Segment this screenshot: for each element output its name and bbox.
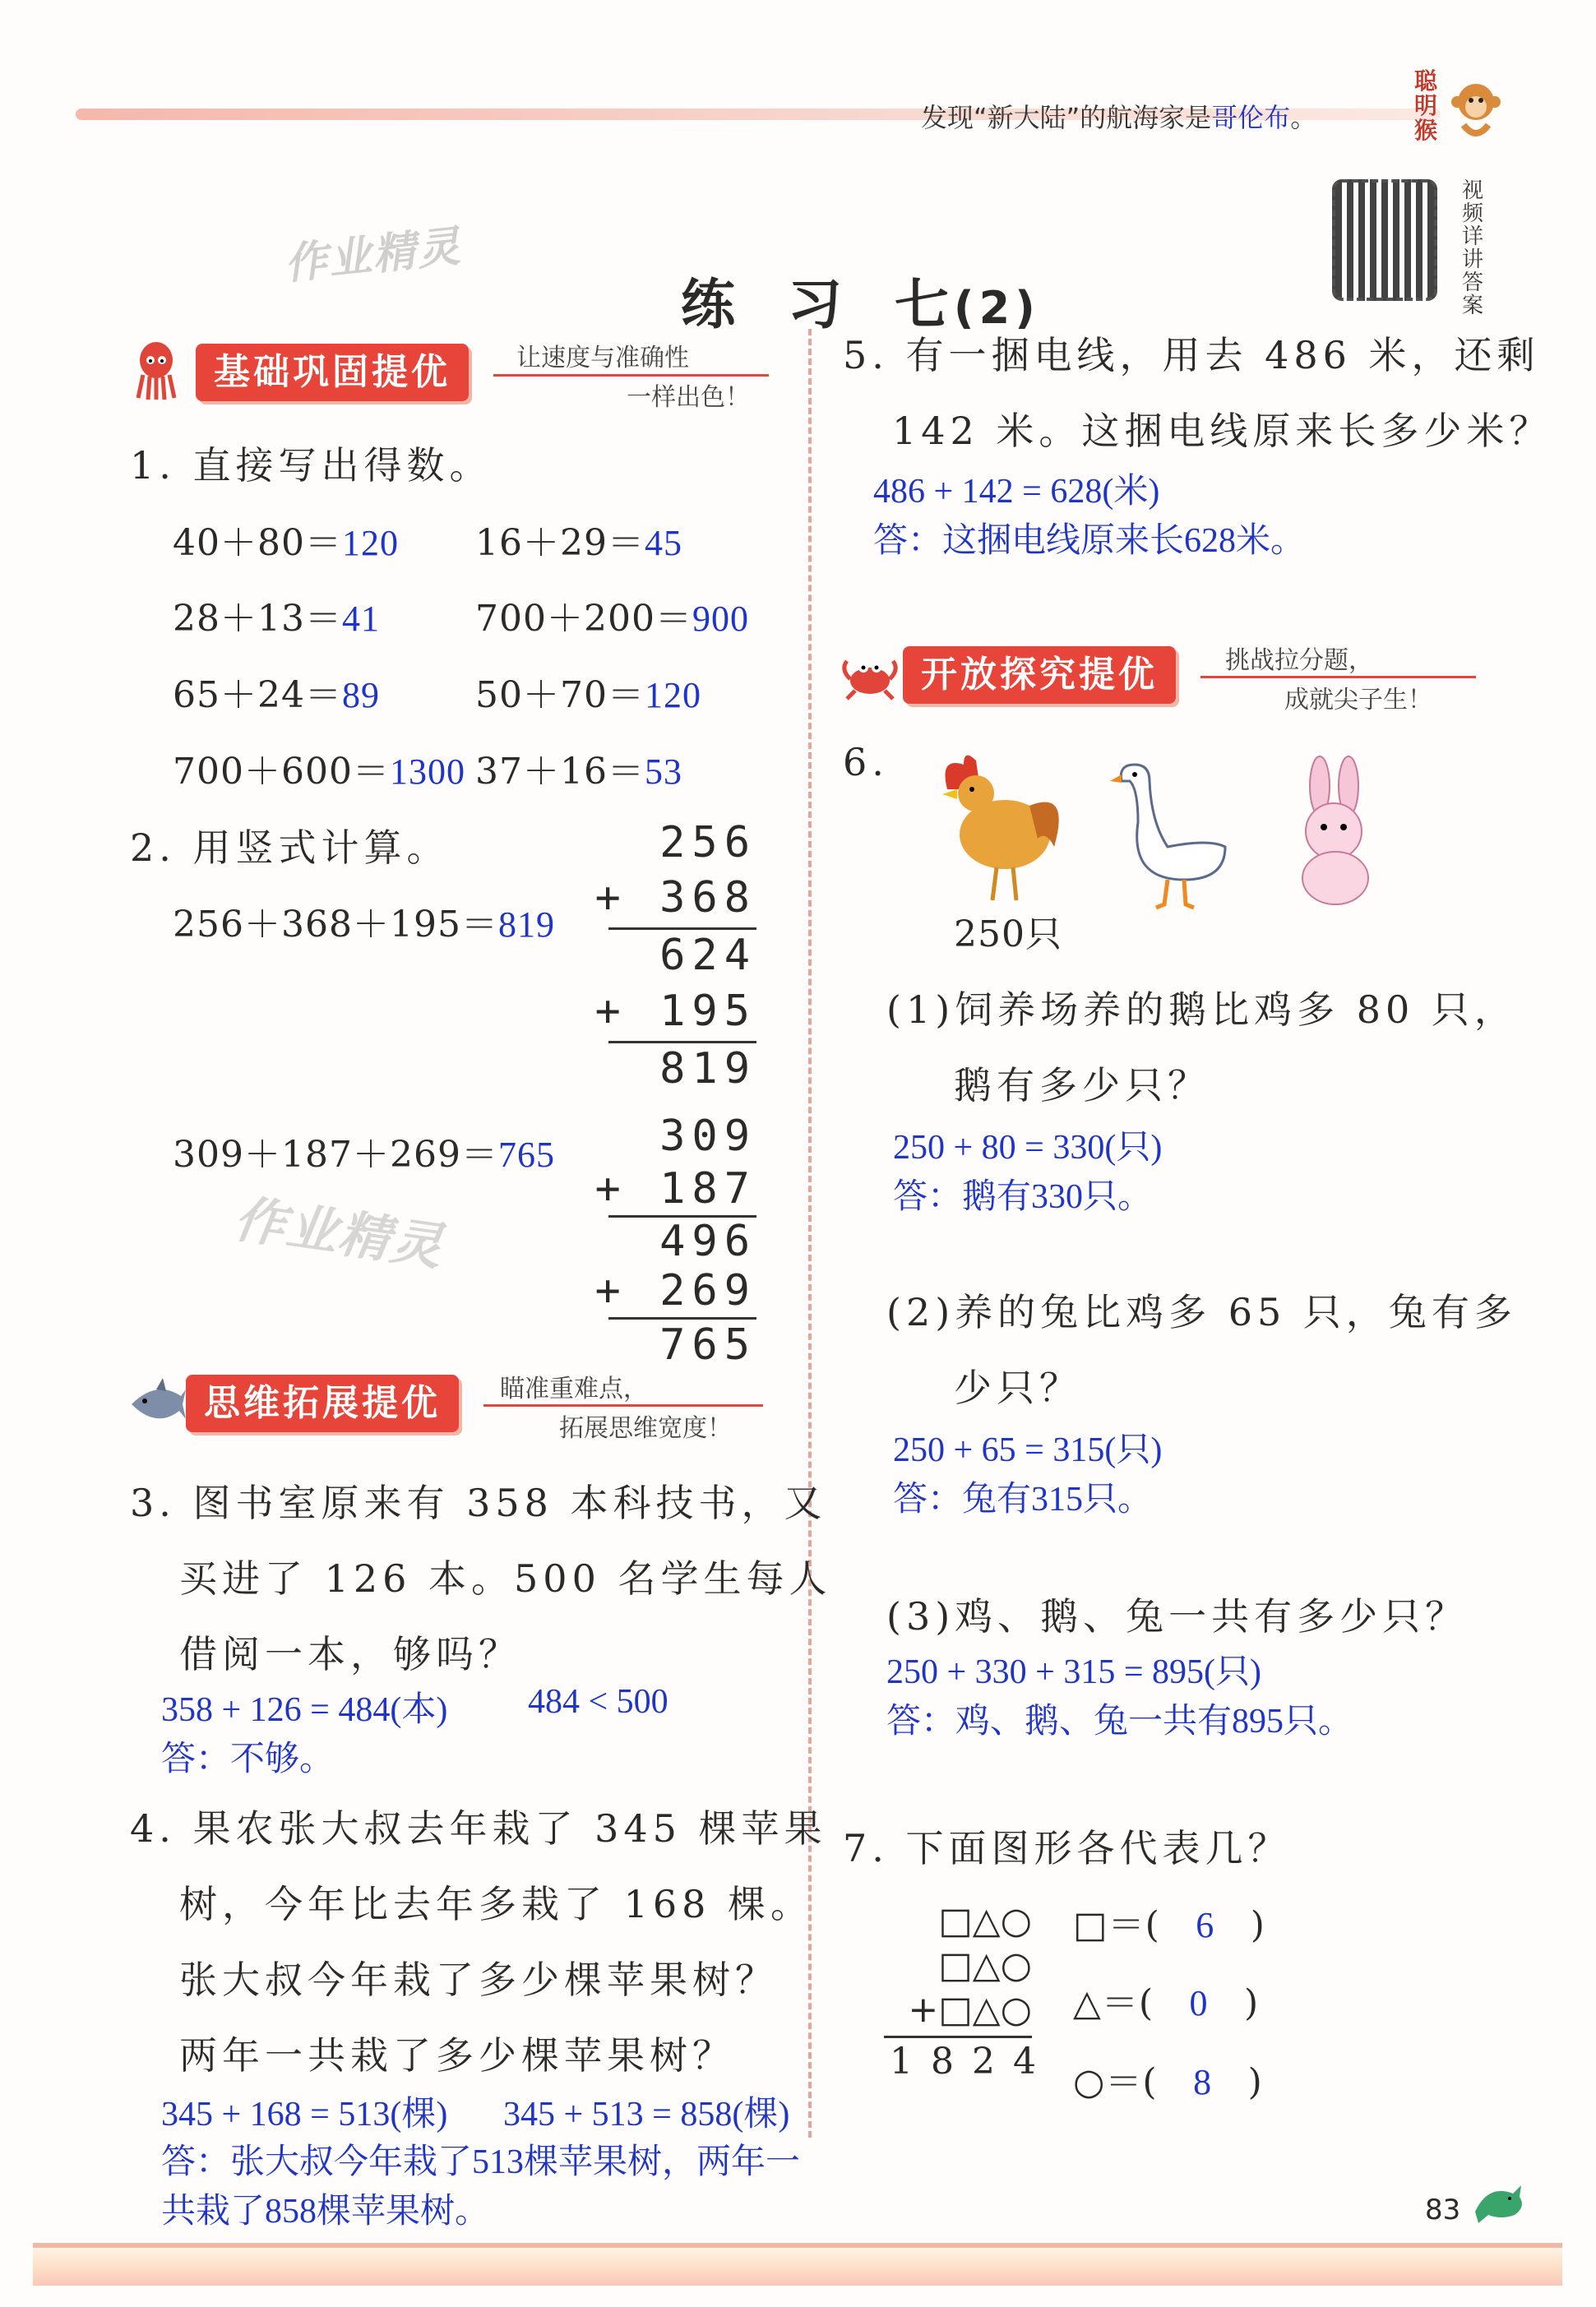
q7-sum-line [884,2036,1032,2038]
watermark-middle: 作业精灵 [230,1188,448,1278]
q1-expr: 37＋16＝ [475,751,645,793]
chicken-label: 250只 [954,913,1062,955]
q2b-expression [173,1125,555,1177]
q4-line4: 两年一共栽了多少棵苹果树？ [179,2033,735,2078]
q6-part3-line1: (3)鸡、鹅、兔一共有多少只？ [886,1594,1469,1639]
title-sub: (2) [953,282,1040,334]
q1-answer: 41 [341,599,380,639]
q1-expr: 700＋600＝ [173,751,390,793]
q2a-vertical-5: 819 [659,1044,756,1093]
section-basic-motto2: 一样出色！ [627,383,750,412]
q3-answer-3: 答：不够。 [161,1741,335,1778]
q1-answer: 89 [341,675,380,715]
shark-icon [123,1371,189,1437]
q4-answer-1: 345 + 168 = 513(棵) [161,2096,448,2134]
q1-expr: 700＋200＝ [475,598,692,640]
q1-answer: 120 [644,675,701,715]
q5-line1: 5. 有一捆电线，用去 486 米，还剩 [843,333,1540,377]
square-close: ) [1250,1904,1265,1946]
q1-answer: 120 [341,523,399,563]
q2a-line-1 [608,927,756,930]
goose-icon [1110,756,1233,913]
q4-line1: 4. 果农张大叔去年栽了 345 棵苹果 [130,1806,827,1851]
q2b-vertical-2: + 187 [594,1164,756,1214]
column-divider [808,329,815,2138]
q1-item [475,742,682,794]
q7-circle-answer [1073,2052,1263,2105]
q4-line2: 树，今年比去年多栽了 168 棵。 [179,1882,814,1926]
section-thinking-underline [483,1404,763,1407]
q1-expr: 50＋70＝ [475,674,645,716]
q1-answer: 45 [644,523,682,563]
q6-part1-answer-1: 250 + 80 = 330(只) [893,1129,1163,1167]
q6-number: 6. [843,740,889,784]
q1-expr: 16＋29＝ [475,522,645,564]
square-value: 6 [1196,1905,1215,1945]
q1-item [475,513,682,566]
q2b-line-2 [608,1317,756,1320]
q1-answer: 900 [692,599,749,639]
q2a-vertical-3: 624 [659,931,756,980]
q6-part1-answer-2: 答：鹅有330只。 [893,1178,1153,1216]
q4-line3: 张大叔今年栽了多少棵苹果树？ [179,1958,778,2002]
q2b-vertical-3: 496 [659,1217,756,1266]
q6-part1-line1: (1)饲养场养的鹅比鸡多 80 只， [886,987,1517,1032]
triangle-label: △＝( [1073,1982,1154,2024]
q5-answer-2: 答：这捆电线原来长628米。 [873,522,1306,560]
section-thinking-label: 思维拓展提优 [186,1375,459,1432]
footer-stripe [33,2243,1562,2286]
q5-line2: 142 米。这捆电线原来长多少米？ [892,409,1552,453]
qr-label: 视频详讲答案 [1462,178,1484,318]
circle-value: 8 [1193,2062,1213,2102]
q7-row: +□△○ [908,1989,1032,2031]
q3-answer-1: 358 + 126 = 484(本) [161,1691,448,1729]
q7-total: 1 8 2 4 [890,2041,1039,2083]
section-basic-motto1: 让速度与准确性 [516,344,689,372]
q7-row: □△○ [938,1944,1032,1986]
crab-icon [837,646,903,704]
q1-expr: 65＋24＝ [173,674,342,716]
monkey-icon [1447,76,1505,141]
page-title [633,197,1040,339]
rabbit-icon [1283,753,1390,909]
q6-part1-line2: 鹅有多少只？ [954,1063,1210,1107]
q6-part2-line2: 少只？ [954,1366,1082,1410]
q2a-vertical-2: + 368 [594,873,756,922]
q7-prompt: 7. 下面图形各代表几？ [843,1826,1291,1870]
q6-part2-answer-1: 250 + 65 = 315(只) [893,1431,1163,1469]
q1-expr: 40＋80＝ [173,522,342,564]
q2b-vertical-4: + 269 [594,1266,756,1315]
q1-item [173,589,380,641]
q1-item [475,589,749,641]
dolphin-icon [1472,2179,1529,2228]
q1-prompt: 1. 直接写出得数。 [130,443,493,488]
section-basic-label: 基础巩固提优 [196,344,469,401]
squid-icon [123,337,189,403]
q1-item [173,665,380,718]
square-label: □＝( [1073,1904,1160,1946]
q6-part2-answer-2: 答：兔有315只。 [893,1481,1153,1519]
q1-expr: 28＋13＝ [173,598,342,640]
q7-triangle-answer [1073,1973,1259,2026]
circle-label: ○＝( [1073,2061,1158,2103]
title-main: 练 习 七 [680,273,954,336]
brand-logo [1414,69,1447,143]
q3-answer-2: 484 < 500 [528,1683,668,1721]
q2a-answer: 819 [497,904,555,945]
section-open-motto1: 挑战拉分题， [1225,646,1373,675]
q6-part2-line1: (2)养的兔比鸡多 65 只，兔有多 [886,1290,1517,1334]
q7-row: □△○ [938,1900,1032,1942]
q2a-vertical-4: + 195 [594,987,756,1036]
q4-answer-4: 共栽了858棵苹果树。 [161,2193,490,2231]
q3-line2: 买进了 126 本。500 名学生每人 [179,1556,832,1601]
q5-answer-1: 486 + 142 = 628(米) [873,473,1160,511]
q6-part3-answer-2: 答：鸡、鹅、兔一共有895只。 [886,1703,1353,1741]
q1-item [475,665,701,718]
rooster-icon [931,740,1071,904]
q3-line3: 借阅一本，够吗？ [179,1632,521,1676]
fact-prefix: 发现“新大陆”的航海家是 [921,102,1212,133]
watermark-top: 作业精灵 [282,221,465,290]
triangle-value: 0 [1189,1983,1209,2023]
section-thinking-motto2: 拓展思维宽度！ [559,1414,732,1443]
q4-answer-3: 答：张大叔今年栽了513棵苹果树，两年一 [161,2143,801,2181]
triangle-close: ) [1244,1982,1260,2024]
fact-suffix: 。 [1290,102,1317,133]
section-thinking-motto1: 瞄准重难点， [500,1375,648,1403]
q2b-vertical-1: 309 [659,1112,756,1161]
q3-line1: 3. 图书室原来有 358 本科技书，又 [130,1481,827,1525]
q4-answer-2: 345 + 513 = 858(棵) [503,2096,790,2134]
header-fact [921,97,1316,135]
q2b-answer: 765 [497,1135,555,1175]
q2a-vertical-1: 256 [659,818,756,867]
brand-text: 聪明猴 [1414,67,1438,144]
q2a-expression [173,895,555,947]
qr-code[interactable] [1332,179,1437,301]
q7-puzzle [884,1899,1032,2032]
q2a-expr: 256＋368＋195＝ [173,904,498,945]
q1-answer: 53 [644,751,682,792]
q7-square-answer [1073,1895,1265,1948]
q2-prompt: 2. 用竖式计算。 [130,825,450,870]
q6-part3-answer-1: 250 + 330 + 315 = 895(只) [886,1653,1262,1691]
circle-close: ) [1247,2061,1263,2103]
q1-answer: 1300 [389,751,465,792]
q1-item [173,742,465,794]
section-open-motto2: 成就尖子生！ [1284,686,1432,714]
section-open-label: 开放探究提优 [903,646,1176,704]
section-open-underline [1200,676,1476,678]
page-number: 83 [1425,2194,1461,2226]
q2b-expr: 309＋187＋269＝ [173,1134,498,1176]
q2a-line-2 [608,1041,756,1043]
fact-answer: 哥伦布 [1211,102,1291,133]
q1-item [173,513,399,566]
q2b-vertical-5: 765 [659,1320,756,1370]
